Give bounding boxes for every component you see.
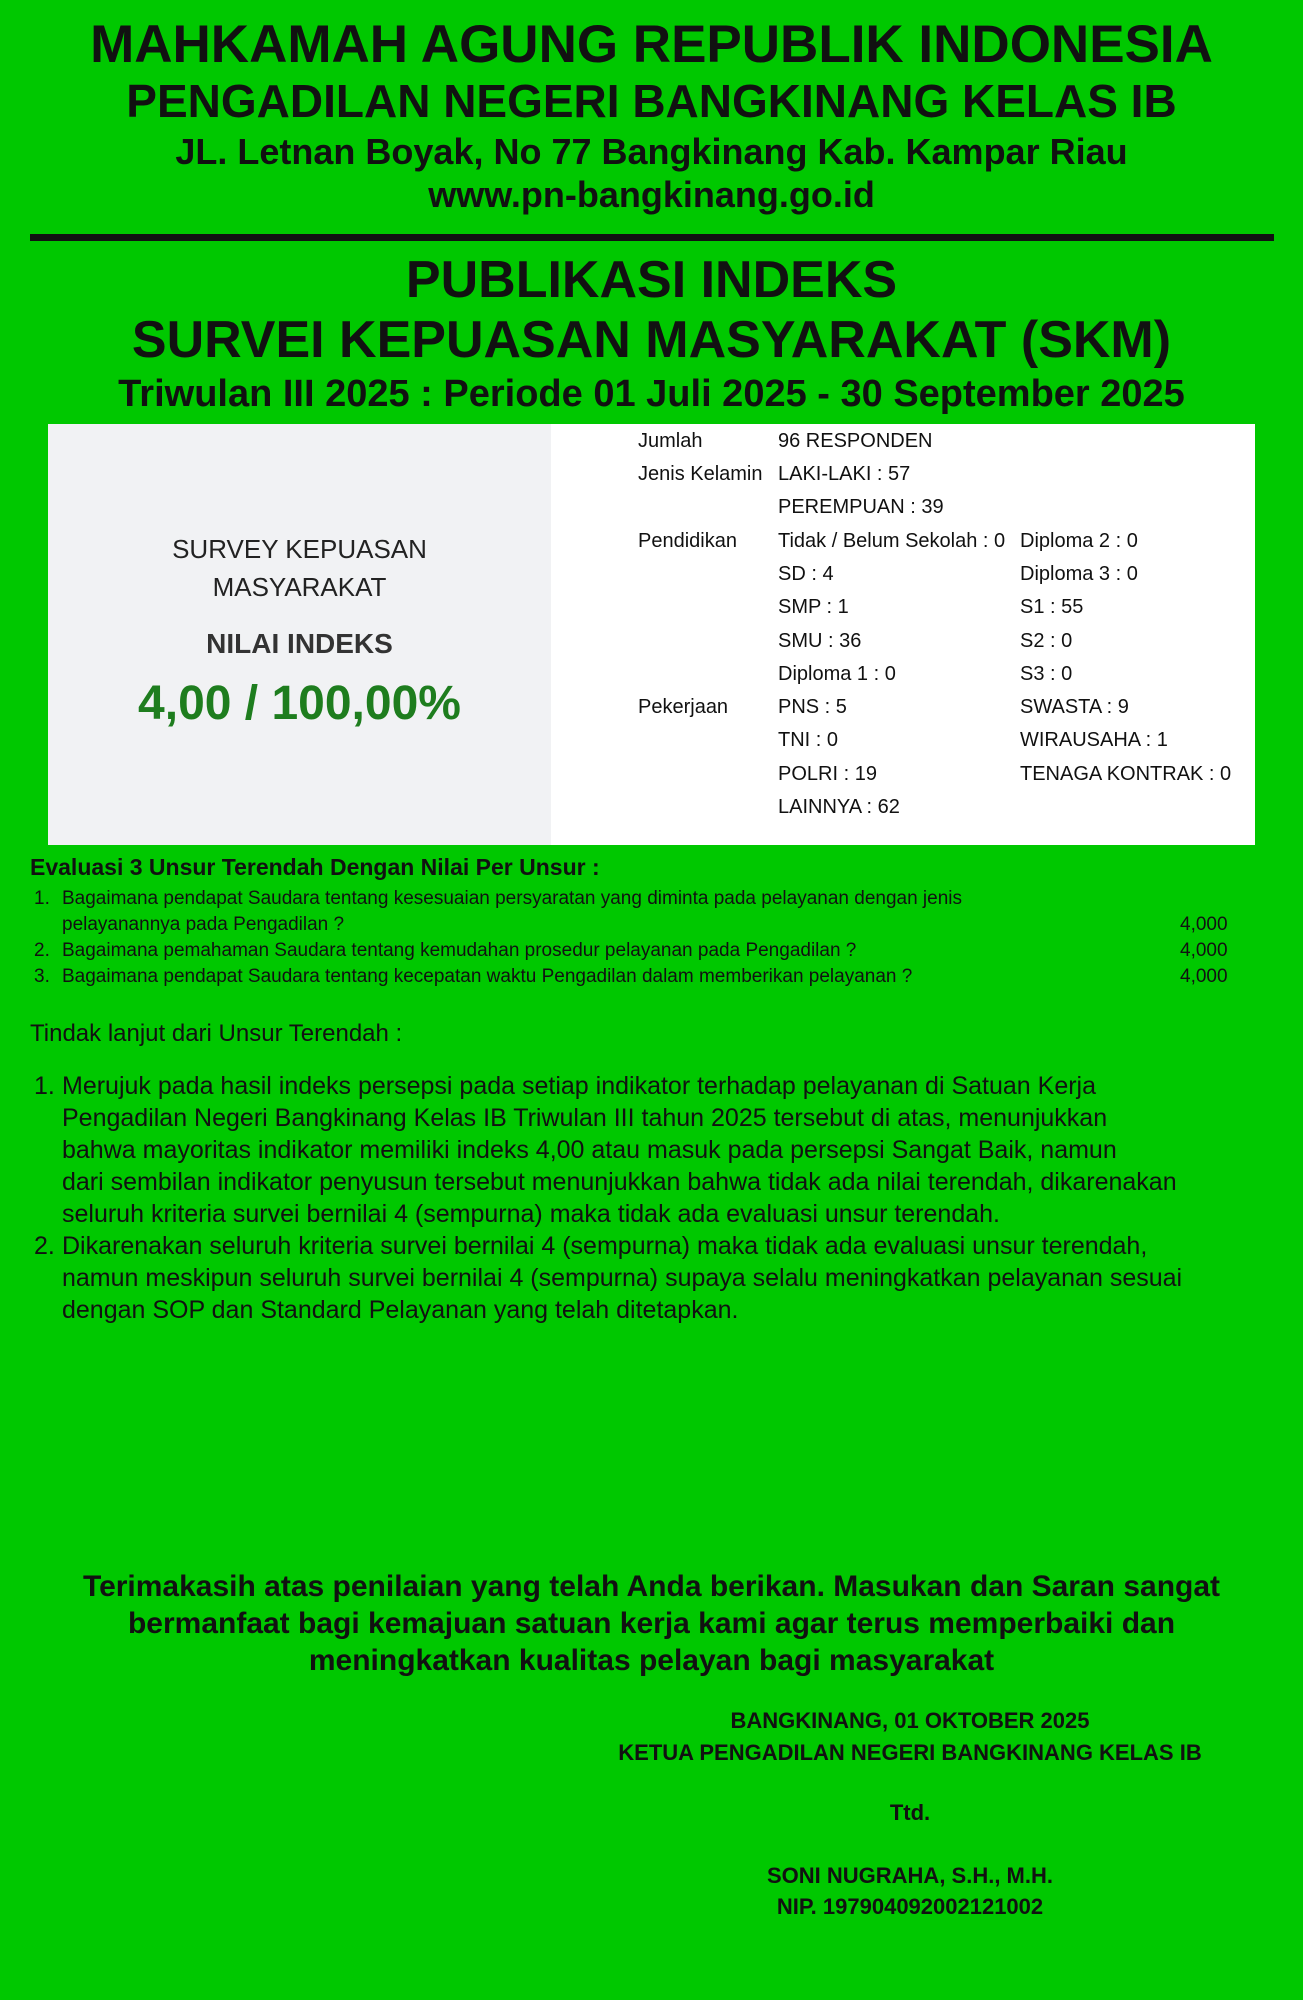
pekerjaan-item: LAINNYA : 62 (778, 796, 900, 818)
pendidikan-item: Diploma 3 : 0 (1020, 563, 1138, 585)
nilai-indeks-label: NILAI INDEKS (206, 628, 393, 659)
evaluasi-item-value: 4,000 (1180, 914, 1228, 935)
pekerjaan-item: PNS : 5 (778, 696, 847, 718)
signature-name: SONI NUGRAHA, S.H., M.H. (766, 1863, 1053, 1888)
signature-nip: NIP. 197904092002121002 (776, 1894, 1044, 1919)
evaluasi-item-text: Bagaimana pendapat Saudara tentang kecepatan waktu Pengadilan dalam memberikan pelayanan ? (62, 966, 913, 987)
doc-title-1: PUBLIKASI INDEKS (405, 251, 898, 309)
pendidikan-item: S2 : 0 (1020, 630, 1073, 652)
signature-ttd: Ttd. (889, 1800, 931, 1825)
tindak-lanjut-title: Tindak lanjut dari Unsur Terendah : (30, 1020, 403, 1047)
pekerjaan-item: SWASTA : 9 (1020, 696, 1129, 718)
tindak-lanjut-line: Pengadilan Negeri Bangkinang Kelas IB Triwulan III tahun 2025 tersebut di atas, menunjukkan (62, 1104, 1108, 1132)
pendidikan-item: S1 : 55 (1020, 596, 1084, 618)
evaluasi-item-text: Bagaimana pemahaman Saudara tentang kemudahan prosedur pelayanan pada Pengadilan ? (62, 940, 857, 961)
signature-place-date: BANGKINANG, 01 OKTOBER 2025 (730, 1708, 1090, 1733)
index-summary-box (48, 424, 551, 845)
pendidikan-item: S3 : 0 (1020, 663, 1073, 685)
tindak-lanjut-number: 1. (34, 1072, 55, 1100)
pendidikan-item: SMU : 36 (778, 630, 862, 652)
survey-title-line1: SURVEY KEPUASAN (172, 534, 427, 564)
pekerjaan-item: TENAGA KONTRAK : 0 (1020, 763, 1232, 785)
perempuan-value: PEREMPUAN : 39 (778, 496, 944, 518)
court-name: MAHKAMAH AGUNG REPUBLIK INDONESIA (90, 15, 1213, 74)
index-panel (48, 424, 1255, 845)
evaluasi-item-text: Bagaimana pendapat Saudara tentang kesesuaian persyaratan yang diminta pada pelayanan dengan jenis (62, 888, 963, 909)
pekerjaan-item: WIRAUSAHA : 1 (1020, 729, 1168, 751)
tindak-lanjut-line: bahwa mayoritas indikator memiliki indeks 4,00 atau masuk pada persepsi Sangat Baik, namun (62, 1136, 1117, 1164)
survey-title-line2: MASYARAKAT (212, 572, 387, 602)
evaluasi-title: Evaluasi 3 Unsur Terendah Dengan Nilai Per Unsur : (30, 854, 600, 880)
evaluasi-item-value: 4,000 (1180, 940, 1228, 961)
tindak-lanjut-line: dari sembilan indikator penyusun tersebut menunjukkan bahwa tidak ada nilai terendah, dikarenakan (62, 1168, 1177, 1196)
evaluasi-item-number: 3. (34, 966, 50, 987)
court-website: www.pn-bangkinang.go.id (428, 174, 875, 215)
jenis-kelamin-label: Jenis Kelamin (638, 463, 763, 485)
doc-title-2: SURVEI KEPUASAN MASYARAKAT (SKM) (131, 311, 1172, 369)
evaluasi-item-number: 1. (34, 888, 50, 909)
court-subname: PENGADILAN NEGERI BANGKINANG KELAS IB (126, 75, 1177, 127)
tindak-lanjut-number: 2. (34, 1232, 55, 1260)
doc-period: Triwulan III 2025 : Periode 01 Juli 2025 - 30 September 2025 (118, 373, 1185, 415)
pendidikan-item: SMP : 1 (778, 596, 849, 618)
thanks-line: meningkatkan kualitas pelayan bagi masyarakat (308, 1644, 995, 1677)
pekerjaan-label: Pekerjaan (638, 696, 729, 718)
court-address: JL. Letnan Boyak, No 77 Bangkinang Kab. Kampar Riau (175, 131, 1128, 172)
evaluasi-item-text: pelayanannya pada Pengadilan ? (62, 914, 345, 935)
signature-position: KETUA PENGADILAN NEGERI BANGKINANG KELAS IB (618, 1740, 1202, 1765)
survey-title (48, 530, 551, 606)
evaluasi-item-number: 2. (34, 940, 50, 961)
jumlah-value: 96 RESPONDEN (778, 430, 933, 452)
pendidikan-item: Diploma 1 : 0 (778, 663, 896, 685)
jumlah-label: Jumlah (638, 430, 703, 452)
pendidikan-label: Pendidikan (638, 530, 737, 552)
pendidikan-item: SD : 4 (778, 563, 834, 585)
nilai-indeks-value: 4,00 / 100,00% (138, 677, 461, 730)
tindak-lanjut-line: namun meskipun seluruh survei bernilai 4 (sempurna) supaya selalu meningkatkan pelayanan sesuai (62, 1264, 1183, 1292)
pendidikan-item: Tidak / Belum Sekolah : 0 (778, 530, 1006, 552)
tindak-lanjut-line: dengan SOP dan Standard Pelayanan yang telah ditetapkan. (62, 1296, 739, 1324)
pekerjaan-item: POLRI : 19 (778, 763, 877, 785)
pekerjaan-item: TNI : 0 (778, 729, 839, 751)
laki-laki-value: LAKI-LAKI : 57 (778, 463, 911, 485)
header-divider (30, 234, 1274, 241)
thanks-line: Terimakasih atas penilaian yang telah Anda berikan. Masukan dan Saran sangat (82, 1570, 1221, 1603)
pendidikan-item: Diploma 2 : 0 (1020, 530, 1138, 552)
tindak-lanjut-line: Dikarenakan seluruh kriteria survei bernilai 4 (sempurna) maka tidak ada evaluasi unsur terendah, (62, 1232, 1148, 1260)
tindak-lanjut-line: Merujuk pada hasil indeks persepsi pada setiap indikator terhadap pelayanan di Satuan Kerja (62, 1072, 1097, 1100)
thanks-line: bermanfaat bagi kemajuan satuan kerja kami agar terus memperbaiki dan (127, 1607, 1176, 1640)
evaluasi-item-value: 4,000 (1180, 966, 1228, 987)
tindak-lanjut-line: seluruh kriteria survei bernilai 4 (sempurna) maka tidak ada evaluasi unsur terendah. (62, 1200, 1000, 1228)
